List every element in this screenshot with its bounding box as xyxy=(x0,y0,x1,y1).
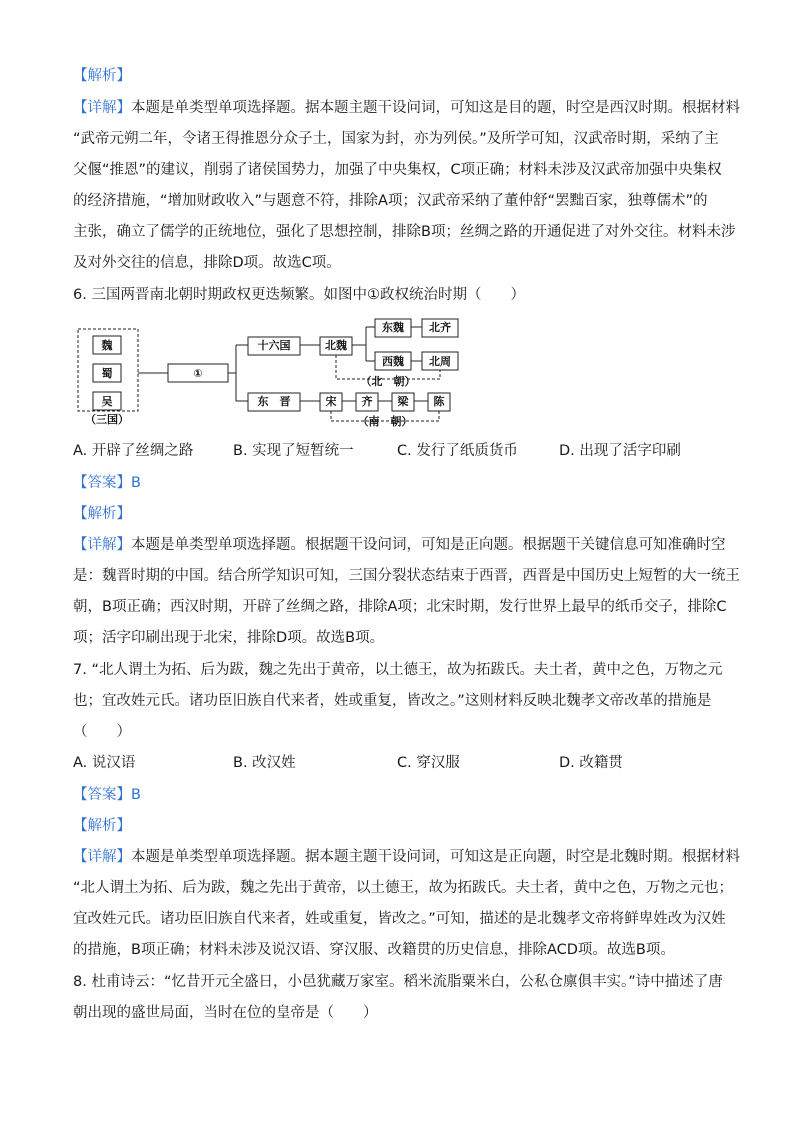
answer-line: 【答案】B xyxy=(73,475,141,491)
question-7-stem: 7. “北人谓土为拓、后为跋，魏之先出于黄帝，以土德王，故为拓跋氏。夫土者，黄中之色，万物之元 xyxy=(73,662,723,678)
diagram-dongjin: 东 晋 xyxy=(257,395,291,408)
detail-line: 项；活字印刷出现于北宋，排除D项。故选B项。 xyxy=(73,630,385,646)
option-b[interactable]: B. 实现了短暂统一 xyxy=(233,443,354,459)
diagram-chen: 陈 xyxy=(433,395,445,408)
option-a[interactable]: A. 开辟了丝绸之路 xyxy=(73,443,194,459)
analysis-heading: 【解析】 xyxy=(73,818,131,834)
diagram-shu: 蜀 xyxy=(101,367,113,380)
diagram-wu: 吴 xyxy=(101,395,113,408)
detail-tag: 【详解】 xyxy=(73,849,131,865)
detail-line: “武帝元朔二年，令诸王得推恩分众子土，国家为封，亦为列侯。”及所学可知，汉武帝时期，采纳了主 xyxy=(73,131,719,147)
question-7-stem: 也；宜改姓元氏。诸功臣旧族自代来者，姓或重复，皆改之。”这则材料反映北魏孝文帝改革的措施是 xyxy=(73,693,712,709)
question-7-stem: （ ） xyxy=(73,724,131,740)
diagram-xiwei: 西魏 xyxy=(382,355,404,368)
option-a[interactable]: A. 说汉语 xyxy=(73,755,136,771)
diagram-beizhou: 北周 xyxy=(429,355,451,368)
detail-tag: 【详解】 xyxy=(73,100,131,116)
detail-line: 主张，确立了儒学的正统地位，强化了思想控制，排除B项；丝绸之路的开通促进了对外交往。材料未涉 xyxy=(73,224,736,240)
detail-line: 是：魏晋时期的中国。结合所学知识可知，三国分裂状态结束于西晋，西晋是中国历史上短暂的大一统王 xyxy=(73,568,740,584)
option-c[interactable]: C. 穿汉服 xyxy=(397,755,460,771)
analysis-heading: 【解析】 xyxy=(73,68,131,84)
answer-line: 【答案】B xyxy=(73,787,141,803)
diagram-dongwei: 东魏 xyxy=(382,321,404,334)
detail-line: 朝，B项正确；西汉时期，开辟了丝绸之路，排除A项；北宋时期，发行世界上最早的纸币交子，排除C xyxy=(73,599,727,615)
option-d[interactable]: D. 改籍贯 xyxy=(559,755,623,771)
diagram-nanchao-label: （南 朝） xyxy=(357,415,413,428)
diagram-beichao-label: （北 朝） xyxy=(360,375,416,388)
detail-line: “北人谓土为拓、后为跋，魏之先出于黄帝，以土德王，故为拓跋氏。夫土者，黄中之色，万物之元也； xyxy=(73,880,734,896)
detail-line: 的措施，B项正确；材料未涉及说汉语、穿汉服、改籍贯的历史信息，排除ACD项。故选B项。 xyxy=(73,942,675,958)
detail-tag: 【详解】 xyxy=(73,537,131,553)
question-6-stem: 6. 三国两晋南北朝时期政权更迭频繁。如图中①政权统治时期（ ） xyxy=(73,287,525,303)
diagram-liang: 梁 xyxy=(397,395,409,408)
detail-line: 宜改姓元氏。诸功臣旧族自代来者，姓或重复，皆改之。”可知，描述的是北魏孝文帝将鲜卑姓改为汉姓 xyxy=(73,911,726,927)
detail-line: 【详解】本题是单类型单项选择题。据本题主题干设问词，可知这是正向题，时空是北魏时期。根据材料 xyxy=(73,849,740,865)
question-8-stem: 朝出现的盛世局面，当时在位的皇帝是（ ） xyxy=(73,1005,378,1021)
diagram-shiliuguo: 十六国 xyxy=(257,339,291,352)
diagram-circle-1: ① xyxy=(193,367,203,380)
detail-line: 【详解】本题是单类型单项选择题。据本题主题干设问词，可知这是目的题，时空是西汉时期。根据材料 xyxy=(73,100,740,116)
diagram-wei: 魏 xyxy=(101,339,113,352)
detail-line: 的经济措施，“增加财政收入”与题意不符，排除A项；汉武帝采纳了董仲舒“罢黜百家，独尊儒术”的 xyxy=(73,193,708,209)
diagram-qi: 齐 xyxy=(361,395,373,408)
detail-line: 父偃“推恩”的建议，削弱了诸侯国势力，加强了中央集权，C项正确；材料未涉及汉武帝加强中央集权 xyxy=(73,162,722,178)
option-d[interactable]: D. 出现了活字印刷 xyxy=(559,443,681,459)
diagram-song: 宋 xyxy=(325,395,337,408)
diagram-beiqi: 北齐 xyxy=(429,321,451,334)
option-b[interactable]: B. 改汉姓 xyxy=(233,755,296,771)
diagram-sanguo-label: （三国） xyxy=(85,413,129,426)
detail-line: 【详解】本题是单类型单项选择题。根据题干设问词，可知是正向题。根据题干关键信息可知准确时空 xyxy=(73,537,726,553)
detail-line: 及对外交往的信息，排除D项。故选C项。 xyxy=(73,255,341,271)
question-8-stem: 8. 杜甫诗云：“忆昔开元全盛日，小邑犹藏万家室。稻米流脂粟米白，公私仓廪俱丰实。”诗中描述了唐 xyxy=(73,974,723,990)
diagram-beiwei: 北魏 xyxy=(325,339,347,352)
option-c[interactable]: C. 发行了纸质货币 xyxy=(397,443,518,459)
analysis-heading: 【解析】 xyxy=(73,506,131,522)
dynasty-diagram xyxy=(70,315,470,430)
